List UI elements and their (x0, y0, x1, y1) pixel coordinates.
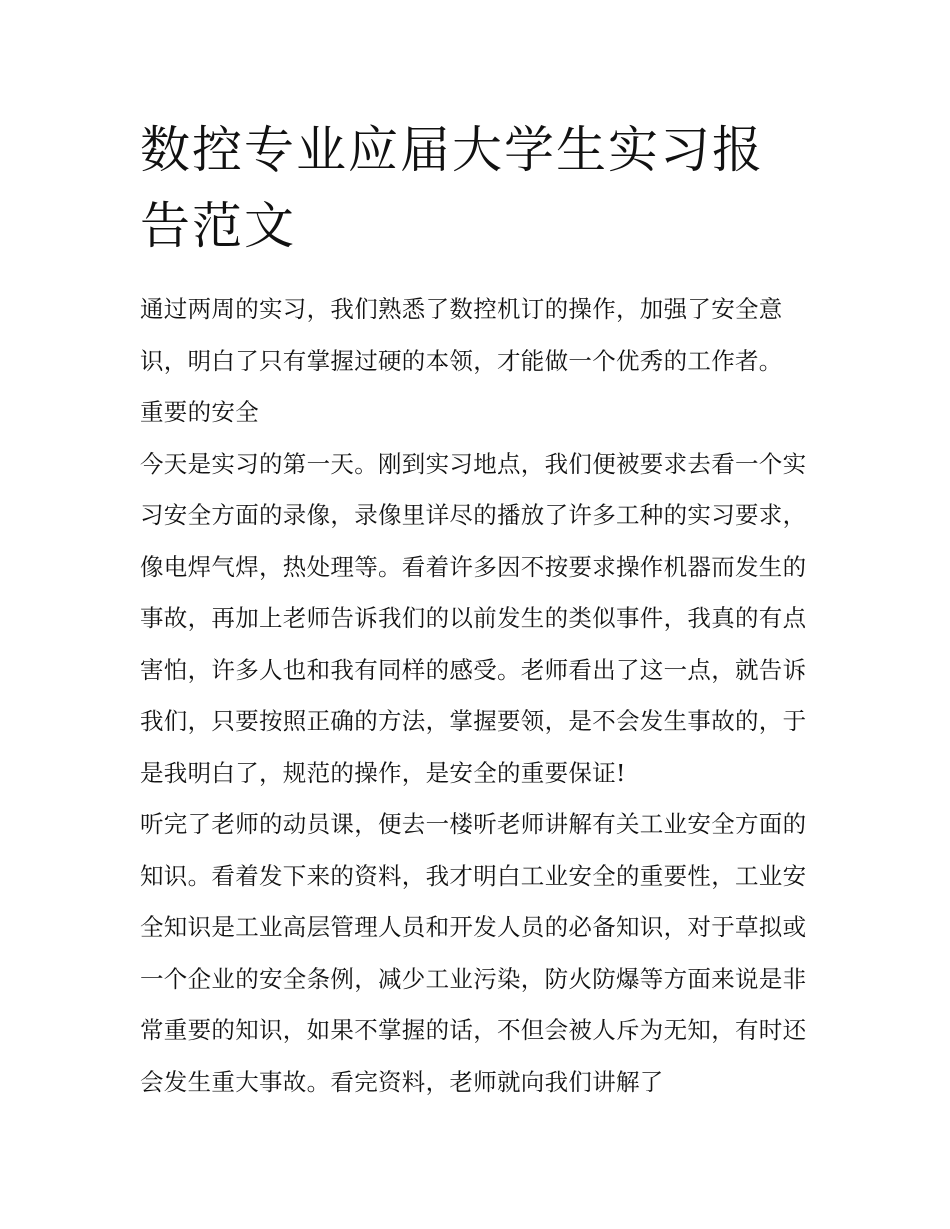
body-paragraph-1: 今天是实习的第一天。刚到实习地点，我们便被要求去看一个实习安全方面的录像，录像里详尽的播放了许多工种的实习要求，像电焊气焊，热处理等。看着许多因不按要求操作机器而发生的事故，再加上老师告诉我们的以前发生的类似事件，我真的有点害怕，许多人也和我有同样的感受。老师看出了这一点，就告诉我们，只要按照正确的方法，掌握要领，是不会发生事故的，于是我明白了，规范的操作，是安全的重要保证! (140, 449, 807, 787)
body-paragraph-2: 听完了老师的动员课，便去一楼听老师讲解有关工业安全方面的知识。看着发下来的资料，我才明白工业安全的重要性，工业安全知识是工业高层管理人员和开发人员的必备知识，对于草拟或一个企业的安全条例，减少工业污染，防火防爆等方面来说是非常重要的知识，如果不掌握的话，不但会被人斥为无知，有时还会发生重大事故。看完资料，老师就向我们讲解了 (140, 810, 807, 1096)
document-body (140, 284, 812, 1108)
document-page (140, 112, 812, 1108)
document-title: 数控专业应届大学生实习报告范文 (140, 121, 764, 255)
section-heading: 重要的安全 (140, 398, 259, 426)
intro-paragraph: 通过两周的实习，我们熟悉了数控机订的操作，加强了安全意识，明白了只有掌握过硬的本领，才能做一个优秀的工作者。 (140, 295, 783, 375)
